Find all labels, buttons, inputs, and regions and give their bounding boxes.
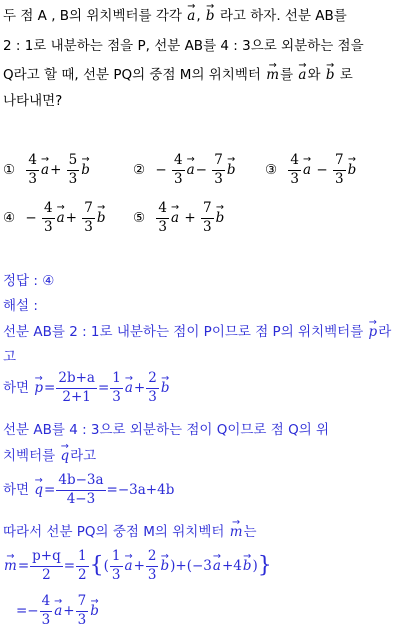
fraction: $\frac{4}{3}$ [44, 200, 53, 235]
operator: − [195, 162, 207, 179]
vector-m: → m [265, 69, 280, 83]
solution-line-3 [3, 424, 329, 438]
problem-text: 2 : 1로 내분하는 점을 P, 선분 AB를 4 : 3으로 외분하는 점을 [3, 38, 364, 54]
fraction: $\frac{2}{3}$ [148, 370, 157, 405]
problem-line-3 [3, 69, 353, 83]
fraction: $\frac{7}{3}$ [77, 593, 87, 628]
solution-line-7: → m= $\frac{p+q}{2}$ = $\frac{1}{2}$ {( $\frac{1}{3}$ → a+ $\frac{2}{3}$ → b)+(−3→ a+4→ b)} [3, 549, 272, 583]
fraction: $\frac{7}{3}$ [214, 152, 223, 187]
solution-text: 선분 AB를 2 : 1로 내분하는 점이 P이므로 점 P의 위치벡터를 [3, 324, 364, 340]
vector-b: → b [325, 69, 336, 83]
vector-p: → p [33, 382, 44, 396]
operator: − [25, 210, 37, 227]
operator: + [50, 162, 62, 179]
solution-text: 따라서 선분 PQ의 중점 M의 위치벡터 [3, 524, 225, 540]
choice-5[interactable] [133, 201, 225, 235]
fraction: $\frac{7}{3}$ [202, 200, 212, 235]
problem-line-1: 두 점 A , B의 위치벡터를 각각 → a, → b 라고 하자. 선분 AB를 [3, 10, 347, 24]
solution-label-text: 해설 : [3, 298, 38, 314]
problem-text: 로 [339, 67, 353, 83]
solution-text: 선분 AB를 4 : 3으로 외분하는 점이 Q이므로 점 Q의 위 [3, 422, 330, 438]
choice-4[interactable] [3, 201, 107, 235]
solution-line-2: 하면 → p= $\frac{2b+a}{2+1}$ = $\frac{1}{3}$ → a+ $\frac{2}{3}$ → b [3, 371, 170, 405]
vector-b: → b [242, 560, 253, 574]
operator: + [65, 210, 77, 227]
choice-1[interactable] [3, 153, 91, 187]
problem-text: 나타내면? [3, 93, 63, 109]
solution-text: 라고 [70, 448, 97, 464]
problem-line-2 [3, 40, 364, 54]
vector-a: → a [53, 605, 63, 619]
vector-a: → a [124, 560, 134, 574]
vector-a: → a [297, 69, 307, 83]
fraction: $\frac{2}{3}$ [147, 548, 157, 583]
solution-math: =− [16, 603, 39, 620]
fraction: $\frac{4b-3a}{4-3}$ [58, 472, 104, 507]
fraction: $\frac{2b+a}{2+1}$ [58, 370, 95, 405]
solution-line-6 [3, 526, 257, 540]
solution-text: 하면 [3, 482, 30, 499]
vector-p: → p [368, 326, 379, 340]
solution-text: 라 [378, 324, 392, 340]
fraction: $\frac{4}{3}$ [158, 200, 167, 235]
vector-m: → m [229, 526, 244, 540]
fraction: $\frac{4}{3}$ [174, 152, 183, 187]
choice-number: ① [3, 162, 16, 179]
vector-a: → a [212, 560, 222, 574]
operator: − [316, 162, 328, 179]
choice-number: ③ [265, 162, 278, 179]
fraction: $\frac{7}{3}$ [84, 200, 93, 235]
vector-b: → b [80, 162, 91, 178]
solution-line-8: =− $\frac{4}{3}$ → a+ $\frac{7}{3}$ → b [16, 594, 100, 628]
solution-label [3, 300, 38, 314]
choice-number: ④ [3, 210, 16, 227]
fraction: $\frac{7}{3}$ [334, 152, 344, 187]
fraction: $\frac{4}{3}$ [290, 152, 299, 187]
problem-text: 두 점 A , B의 위치벡터를 각각 [3, 8, 182, 24]
choice-number: ② [133, 162, 146, 179]
problem-text: Q라고 할 때, 선분 PQ의 중점 M의 위치벡터 [3, 67, 261, 83]
problem-text: 라고 하자. 선분 AB를 [219, 8, 347, 24]
vector-a: → a [40, 162, 50, 178]
solution-text: 하면 [3, 380, 30, 397]
vector-b: → b [160, 382, 171, 396]
problem-text: 를 [280, 67, 294, 83]
operator: + [184, 210, 196, 227]
fraction: $\frac{1}{3}$ [111, 548, 121, 583]
vector-a: → a [170, 210, 180, 226]
solution-line-5: 하면 → q= $\frac{4b-3a}{4-3}$ =−3a+4b [3, 473, 174, 507]
fraction: $\frac{1}{3}$ [112, 370, 121, 405]
choice-3[interactable] [265, 153, 357, 187]
solution-line-4 [3, 450, 96, 464]
vector-a: → a [186, 10, 196, 24]
vector-b: → b [347, 162, 358, 178]
choice-number: ⑤ [133, 210, 146, 227]
solution-line-1 [3, 326, 391, 340]
solution-text: 는 [243, 524, 257, 540]
fraction: $\frac{p+q}{2}$ [32, 548, 61, 583]
solution-text: 치벡터를 [3, 448, 56, 464]
vector-b: → b [205, 10, 216, 24]
vector-a: → a [186, 162, 196, 178]
problem-text: 와 [307, 67, 321, 83]
fraction: $\frac{4}{3}$ [28, 152, 37, 187]
fraction: $\frac{1}{2}$ [78, 548, 87, 583]
vector-b: → b [226, 162, 237, 178]
vector-q: → q [33, 484, 44, 498]
solution-text: 고 [3, 349, 17, 365]
vector-a: → a [302, 162, 312, 178]
operator: − [155, 162, 167, 179]
answer-text: 정답 : ④ [3, 273, 55, 289]
fraction: $\frac{5}{3}$ [68, 152, 78, 187]
vector-q: → q [59, 450, 70, 464]
problem-line-4 [3, 95, 62, 109]
vector-b: → b [89, 605, 100, 619]
vector-a: → a [56, 210, 66, 226]
choice-2[interactable] [133, 153, 237, 187]
vector-b: → b [215, 210, 226, 226]
solution-line-1-wrap [3, 351, 16, 365]
vector-m: → m [3, 560, 18, 574]
fraction: $\frac{4}{3}$ [41, 593, 51, 628]
answer-line [3, 275, 54, 289]
vector-b: → b [96, 210, 107, 226]
vector-b: → b [159, 560, 170, 574]
solution-math: =−3a+4b [106, 482, 175, 499]
vector-a: → a [124, 382, 134, 396]
